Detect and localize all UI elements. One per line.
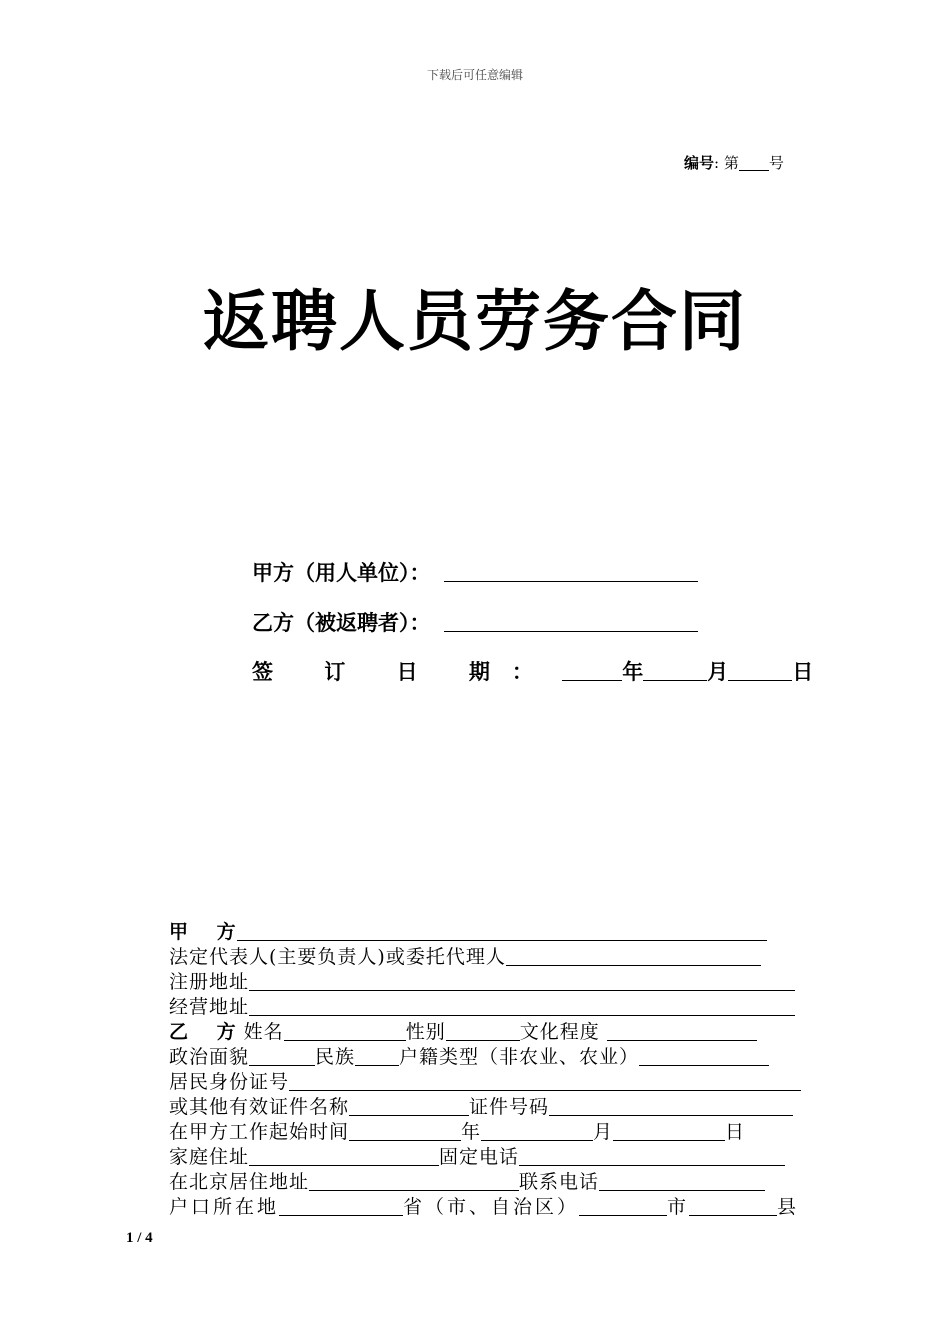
form-home-address-blank[interactable]: [249, 1147, 439, 1166]
form-name-blank[interactable]: [284, 1022, 406, 1041]
form-start-time-label: 在甲方工作起始时间: [169, 1121, 350, 1143]
form-hukou-province-blank[interactable]: [279, 1197, 403, 1216]
form-id-number-blank[interactable]: [289, 1072, 801, 1091]
cover-year-blank[interactable]: [562, 658, 622, 681]
header-note: 下载后可任意编辑: [426, 68, 523, 82]
cover-day-blank[interactable]: [728, 658, 792, 681]
form-province-label: 省（市、自治区）: [403, 1196, 580, 1218]
form-county-label: 县: [777, 1196, 800, 1218]
serial-label: 编号: [684, 154, 715, 172]
form-row-party-b: [169, 1020, 757, 1045]
cover-party-b-label: 乙方（被返聘者）：: [252, 610, 431, 635]
form-start-month-label: 月: [593, 1121, 614, 1143]
form-ethnicity-blank[interactable]: [355, 1047, 399, 1066]
form-row-party-a: [169, 920, 767, 945]
cover-party-a-label: 甲方（用人单位）：: [252, 560, 431, 585]
cover-day-label: 日: [792, 659, 814, 684]
form-name-label: 姓名: [243, 1021, 284, 1043]
form-start-year-blank[interactable]: [349, 1122, 461, 1141]
form-other-id-blank[interactable]: [349, 1097, 469, 1116]
form-gender-label: 性别: [405, 1021, 446, 1043]
form-education-blank[interactable]: [607, 1022, 757, 1041]
form-beijing-address-label: 在北京居住地址: [169, 1171, 310, 1193]
cover-year-label: 年: [622, 659, 644, 684]
form-gender-blank[interactable]: [446, 1022, 520, 1041]
form-party-a-label: 甲 方: [169, 921, 237, 943]
page-number: 1 / 4: [126, 1230, 153, 1246]
form-hukou-city-blank[interactable]: [579, 1197, 667, 1216]
form-start-day-blank[interactable]: [613, 1122, 725, 1141]
form-political-blank[interactable]: [249, 1047, 315, 1066]
form-start-year-label: 年: [461, 1121, 482, 1143]
form-id-no-label: 证件号码: [469, 1096, 550, 1118]
form-other-id-label: 或其他有效证件名称: [169, 1096, 350, 1118]
serial-prefix: 第: [723, 154, 739, 172]
form-id-no-blank[interactable]: [549, 1097, 793, 1116]
form-row-legal-rep: [169, 945, 761, 970]
cover-party-a-blank[interactable]: [444, 559, 698, 582]
form-row-hukou-location: [169, 1195, 799, 1220]
form-ethnicity-label: 民族: [315, 1046, 356, 1068]
form-party-a-blank[interactable]: [237, 922, 767, 941]
form-reg-address-blank[interactable]: [249, 972, 795, 991]
form-political-label: 政治面貌: [169, 1046, 250, 1068]
form-landline-label: 固定电话: [439, 1146, 520, 1168]
form-row-home-address: [169, 1145, 785, 1170]
form-biz-address-label: 经营地址: [169, 996, 250, 1018]
form-reg-address-label: 注册地址: [169, 971, 250, 993]
form-row-id-number: [169, 1070, 801, 1095]
form-hukou-type-label: 户籍类型（非农业、农业）: [399, 1046, 640, 1068]
form-beijing-address-blank[interactable]: [309, 1172, 519, 1191]
form-landline-blank[interactable]: [519, 1147, 785, 1166]
form-hukou-location-label: 户口所在地: [169, 1196, 280, 1218]
cover-party-b-blank[interactable]: [444, 609, 698, 632]
form-hukou-county-blank[interactable]: [689, 1197, 777, 1216]
cover-party-b-row: [252, 608, 698, 638]
serial-suffix: 号: [768, 154, 784, 172]
cover-sign-date-row: [252, 657, 813, 687]
cover-month-blank[interactable]: [643, 658, 707, 681]
form-legal-rep-label: 法定代表人(主要负责人)或委托代理人: [169, 946, 506, 968]
form-start-month-blank[interactable]: [481, 1122, 593, 1141]
form-row-biz-address: [169, 995, 795, 1020]
cover-sign-date-label: 签 订 日 期：: [252, 659, 555, 684]
form-row-reg-address: [169, 970, 795, 995]
form-education-label: 文化程度: [519, 1021, 600, 1043]
form-row-beijing-address: [169, 1170, 765, 1195]
form-start-day-label: 日: [725, 1121, 746, 1143]
form-id-number-label: 居民身份证号: [169, 1071, 290, 1093]
form-party-b-label: 乙 方: [169, 1021, 237, 1043]
form-row-political: [169, 1045, 769, 1070]
contract-serial-number: [684, 152, 784, 173]
form-row-start-time: [169, 1120, 745, 1145]
form-biz-address-blank[interactable]: [249, 997, 795, 1016]
serial-blank[interactable]: [739, 155, 769, 171]
form-contact-phone-blank[interactable]: [599, 1172, 765, 1191]
form-row-other-id: [169, 1095, 793, 1120]
form-city-label: 市: [667, 1196, 690, 1218]
serial-colon: :: [714, 154, 720, 172]
cover-party-a-row: [252, 558, 698, 588]
form-legal-rep-blank[interactable]: [506, 947, 761, 966]
form-home-address-label: 家庭住址: [169, 1146, 250, 1168]
document-title: 返聘人员劳务合同: [203, 283, 747, 360]
cover-month-label: 月: [707, 659, 729, 684]
form-hukou-type-blank[interactable]: [639, 1047, 769, 1066]
form-contact-phone-label: 联系电话: [519, 1171, 600, 1193]
